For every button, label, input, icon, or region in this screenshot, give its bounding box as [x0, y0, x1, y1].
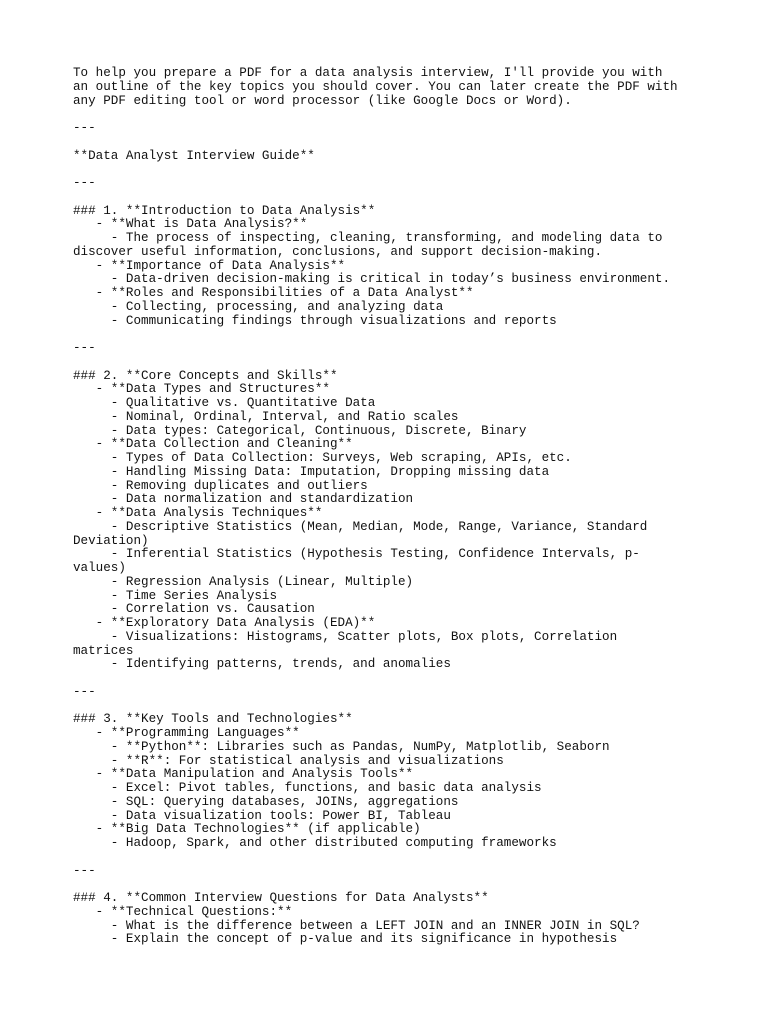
subsection-item: - **Data Types and Structures** — [73, 382, 330, 397]
blank-line — [73, 191, 703, 205]
list-item-continuation: matrices — [73, 643, 134, 658]
section-heading: ### 3. **Key Tools and Technologies** — [73, 712, 353, 727]
list-item: - Time Series Analysis — [73, 588, 278, 603]
subsection-item: - **Exploratory Data Analysis (EDA)** — [73, 616, 376, 630]
blank-line — [73, 356, 703, 370]
document-title: **Data Analyst Interview Guide** — [73, 148, 315, 163]
section-heading: ### 1. **Introduction to Data Analysis** — [73, 203, 376, 218]
list-item: - **R**: For statistical analysis and visualizations — [73, 753, 504, 768]
separator-line: --- — [73, 121, 96, 135]
text-line: To help you prepare a PDF for a data analysis interview, I'll provide you with — [73, 66, 663, 80]
list-item: - Data types: Categorical, Continuous, Discrete, Binary — [73, 423, 527, 438]
blank-line — [73, 108, 703, 122]
list-item: - Visualizations: Histograms, Scatter plots, Box plots, Correlation — [73, 629, 618, 644]
text-line: any PDF editing tool or word processor (like Google Docs or Word). — [73, 93, 572, 108]
list-item-continuation: discover useful information, conclusions, and support decision-making. — [73, 244, 603, 259]
subsection-item: - **Data Manipulation and Analysis Tools** — [73, 767, 414, 782]
list-item: - Nominal, Ordinal, Interval, and Ratio scales — [73, 409, 459, 424]
subsection-item: - **Roles and Responsibilities of a Data Analyst** — [73, 286, 474, 300]
list-item: - SQL: Querying databases, JOINs, aggregations — [73, 794, 459, 809]
blank-line — [73, 851, 703, 865]
list-item: - Descriptive Statistics (Mean, Median, Mode, Range, Variance, Standard — [73, 519, 648, 534]
list-item-continuation: values) — [73, 561, 126, 575]
list-item-continuation: Deviation) — [73, 533, 149, 548]
blank-line — [73, 328, 703, 342]
list-item: - Data visualization tools: Power BI, Tableau — [73, 808, 451, 823]
separator-line: --- — [73, 684, 96, 699]
separator-line: --- — [73, 176, 96, 190]
subsection-item: - **Programming Languages** — [73, 726, 300, 740]
list-item: - Qualitative vs. Quantitative Data — [73, 396, 376, 410]
subsection-item: - **Big Data Technologies** (if applicable) — [73, 822, 421, 837]
blank-line — [73, 136, 703, 150]
section-heading: ### 4. **Common Interview Questions for Data Analysts** — [73, 891, 489, 905]
list-item: - Types of Data Collection: Surveys, Web scraping, APIs, etc. — [73, 451, 572, 465]
list-item: - Identifying patterns, trends, and anomalies — [73, 657, 451, 672]
list-item: - Communicating findings through visualizations and reports — [73, 313, 557, 328]
subsection-item: - **Data Collection and Cleaning** — [73, 437, 353, 452]
list-item: - Correlation vs. Causation — [73, 602, 315, 617]
list-item: - Excel: Pivot tables, functions, and basic data analysis — [73, 781, 542, 795]
blank-line — [73, 700, 703, 714]
document-body — [73, 67, 703, 947]
list-item: - Data normalization and standardization — [73, 492, 414, 507]
list-item: - Data-driven decision-making is critical in today’s business environment. — [73, 272, 671, 287]
list-item: - Collecting, processing, and analyzing data — [73, 299, 444, 314]
subsection-item: - **Data Analysis Techniques** — [73, 506, 323, 520]
list-item: - Hadoop, Spark, and other distributed computing frameworks — [73, 836, 557, 850]
blank-line — [73, 163, 703, 177]
text-line: an outline of the key topics you should cover. You can later create the PDF with — [73, 79, 678, 94]
list-item: - Removing duplicates and outliers — [73, 478, 368, 493]
subsection-item: - **What is Data Analysis?** — [73, 217, 308, 232]
list-item: - **Python**: Libraries such as Pandas, NumPy, Matplotlib, Seaborn — [73, 739, 610, 754]
blank-line — [73, 878, 703, 892]
subsection-item: - **Technical Questions:** — [73, 904, 293, 919]
list-item: - Regression Analysis (Linear, Multiple) — [73, 574, 414, 589]
separator-line: --- — [73, 863, 96, 878]
list-item: - Handling Missing Data: Imputation, Dropping missing data — [73, 464, 550, 479]
subsection-item: - **Importance of Data Analysis** — [73, 258, 346, 273]
list-item: - The process of inspecting, cleaning, transforming, and modeling data to — [73, 231, 663, 245]
separator-line: --- — [73, 341, 96, 355]
list-item: - What is the difference between a LEFT JOIN and an INNER JOIN in SQL? — [73, 918, 640, 933]
section-heading: ### 2. **Core Concepts and Skills** — [73, 368, 338, 383]
list-item: - Explain the concept of p-value and its significance in hypothesis — [73, 932, 618, 947]
blank-line — [73, 672, 703, 686]
list-item: - Inferential Statistics (Hypothesis Testing, Confidence Intervals, p- — [73, 547, 640, 562]
